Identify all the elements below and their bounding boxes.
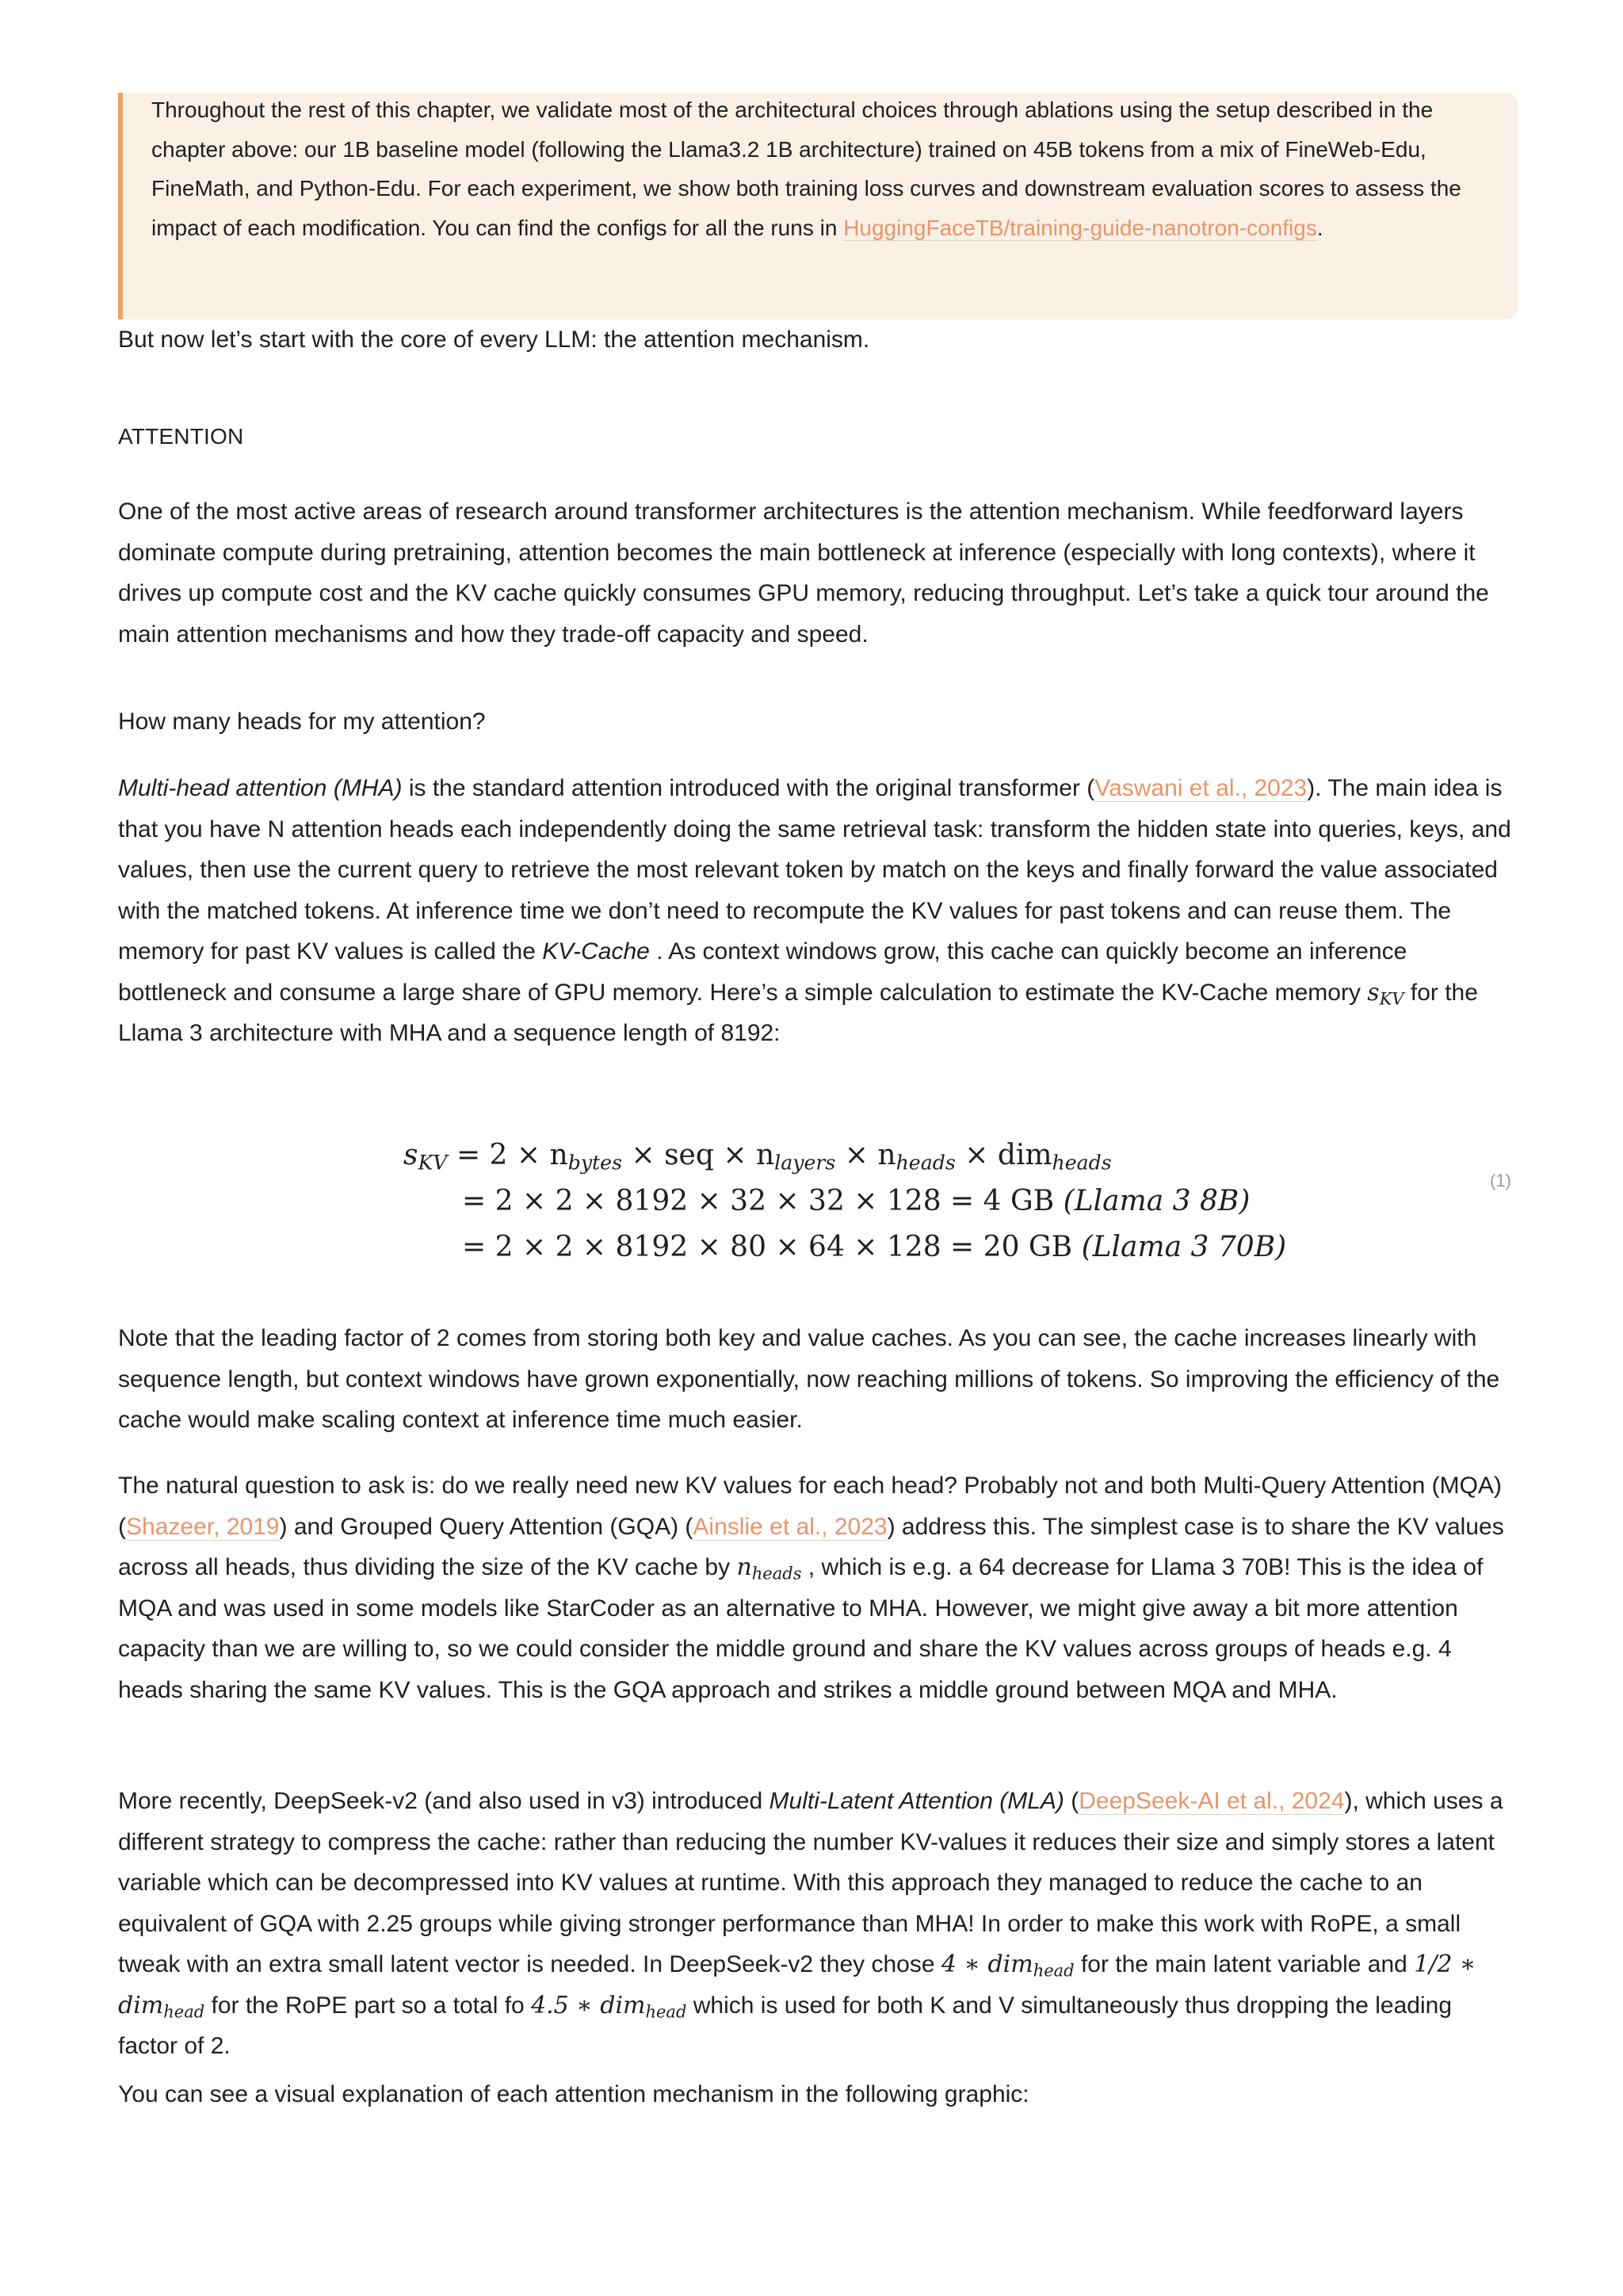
nanotron-configs-link[interactable]: HuggingFaceTB/training-guide-nanotron-configs [843,215,1317,240]
mla-text-4: for the main latent variable and [1074,1951,1415,1977]
mla-text-3: ), which uses a different strategy to compress the cache: rather than reducing the number KV-values it reduces their size and simply stores a latent variable which can be decompressed into KV values at runtime. With this approach they managed to reduce the cache to an equivalent of GQA with 2.25 groups while giving stronger performance than MHA! In order to make this work with RoPE, a small tweak with an extra small latent vector is needed. In DeepSeek-v2 they chose [118,1788,1503,1977]
ainslie-citation-link[interactable]: Ainslie et al., 2023 [693,1513,888,1540]
latent-dim-math: 4 ∗ dim$_{head}$ [941,1950,1075,1981]
mha-term: Multi-head attention (MHA) [118,775,403,801]
nheads-symbol: $n_{heads}$ [736,1553,802,1584]
skv-symbol: $s_{KV}$ [1367,978,1404,1008]
kv-cache-equation [118,1139,1518,1272]
visual-explanation-line: You can see a visual explanation of each attention mechanism in the following graphic: [118,2081,1029,2107]
section-heading-attention: ATTENTION [118,424,244,449]
callout-body-text: Throughout the rest of this chapter, we validate most of the architectural choices through ablations using the setup described in the chapter above: our 1B baseline model (following the Llama3.2 1B architecture) trained on 45B tokens from a mix of FineWeb-Edu, FineMath, and Python-Edu. For each experiment, we show both training loss curves and downstream evaluation scores to assess the impact of each modification. You can find the configs for all the runs in [151,97,1461,240]
overview-paragraph: One of the most active areas of research around transformer architectures is the attention mechanism. While feedforward layers dominate compute during pretraining, attention becomes the main bottleneck at inference (especially with long contexts), where it drives up compute cost and the KV cache quickly consumes GPU memory, reducing throughput. Let’s take a quick tour around the main attention mechanisms and how they trade-off capacity and speed. [118,499,1489,648]
equation-line-2: = 2 × 2 × 8192 × 32 × 32 × 128 = 4 GB (Llama 3 8B) [462,1185,1251,1217]
mha-text-4: for the Llama 3 architecture with MHA and a sequence length of 8192: [118,979,1478,1046]
article-body [118,93,1518,2107]
mha-paragraph [118,768,1518,1054]
shazeer-citation-link[interactable]: Shazeer, 2019 [126,1513,280,1540]
mqa-text-3: ) address this. The simplest case is to share the KV values across all heads, thus dividing the size of the KV cache by [118,1513,1504,1580]
mha-text-3: . As context windows grow, this cache can quickly become an inference bottleneck and consume a large share of GPU memory. Here’s a simple calculation to estimate the KV-Cache memory [118,938,1407,1006]
callout-end-text: . [1316,215,1323,240]
equation-line-3: = 2 × 2 × 8192 × 80 × 64 × 128 = 20 GB (Llama 3 70B) [462,1231,1287,1263]
mha-text-1: is the standard attention introduced with the original transformer ( [402,775,1095,801]
vaswani-citation-link[interactable]: Vaswani et al., 2023 [1094,775,1308,801]
rope-dim-math: 1/2 ∗ dim$_{head}$ [118,1950,1476,2021]
cache-note-paragraph: Note that the leading factor of 2 comes from storing both key and value caches. As you can see, the cache increases linearly with sequence length, but context windows have grown exponentially, now reaching millions of tokens. So improving the efficiency of the cache would make scaling context at inference time much easier. [118,1325,1500,1433]
mla-text-2: ( [1064,1788,1079,1814]
deepseek-citation-link[interactable]: DeepSeek-AI et al., 2024 [1079,1788,1345,1814]
mqa-text-4: , which is e.g. a 64 decrease for Llama 3 70B! This is the idea of MQA and was used in some models like StarCoder as an alternative to MHA. However, we might give away a bit more attention capacity than we are willing to, so we could consider the middle ground and share the KV values across groups of heads e.g. 4 heads sharing the same KV values. This is the GQA approach and strikes a middle ground between MQA and MHA. [118,1554,1484,1703]
mla-text-5: for the RoPE part so a total fo [204,1992,532,2019]
ablation-setup-callout [118,93,1518,319]
equation-number: (1) [1490,1171,1511,1190]
mha-text-2: ). The main idea is that you have N attention heads each independently doing the same retrieval task: transform the hidden state into queries, keys, and values, then use the current query to retrieve the most relevant token by match on the keys and finally forward the value associated with the matched tokens. At inference time we don’t need to recompute the KV values for past tokens and can reuse them. The memory for past KV values is called the [118,775,1511,965]
intro-line: But now let’s start with the core of every LLM: the attention mechanism. [118,327,870,353]
mla-text-6: which is used for both K and V simultaneously thus dropping the leading factor of 2. [118,1992,1453,2059]
kv-cache-term: KV-Cache [542,938,650,965]
mqa-text-1: The natural question to ask is: do we really need new KV values for each head? Probably not and both Multi-Query Attention (MQA) ( [118,1473,1502,1540]
mla-text-1: More recently, DeepSeek-v2 (and also used in v3) introduced [118,1788,769,1814]
mqa-gqa-paragraph [118,1465,1518,1710]
mqa-text-2: ) and Grouped Query Attention (GQA) ( [279,1513,693,1540]
equation-line-1: $s_{KV} = 2 \times n_{bytes}$ × seq × $n_{layers} \times n_{heads} \times dim_{heads}$ [403,1139,1112,1175]
total-dim-math: 4.5 ∗ dim$_{head}$ [531,1991,687,2021]
callout-text [151,90,1486,247]
mla-paragraph [118,1781,1518,2067]
subheading-heads: How many heads for my attention? [118,709,486,735]
mla-term: Multi-Latent Attention (MLA) [769,1788,1064,1814]
